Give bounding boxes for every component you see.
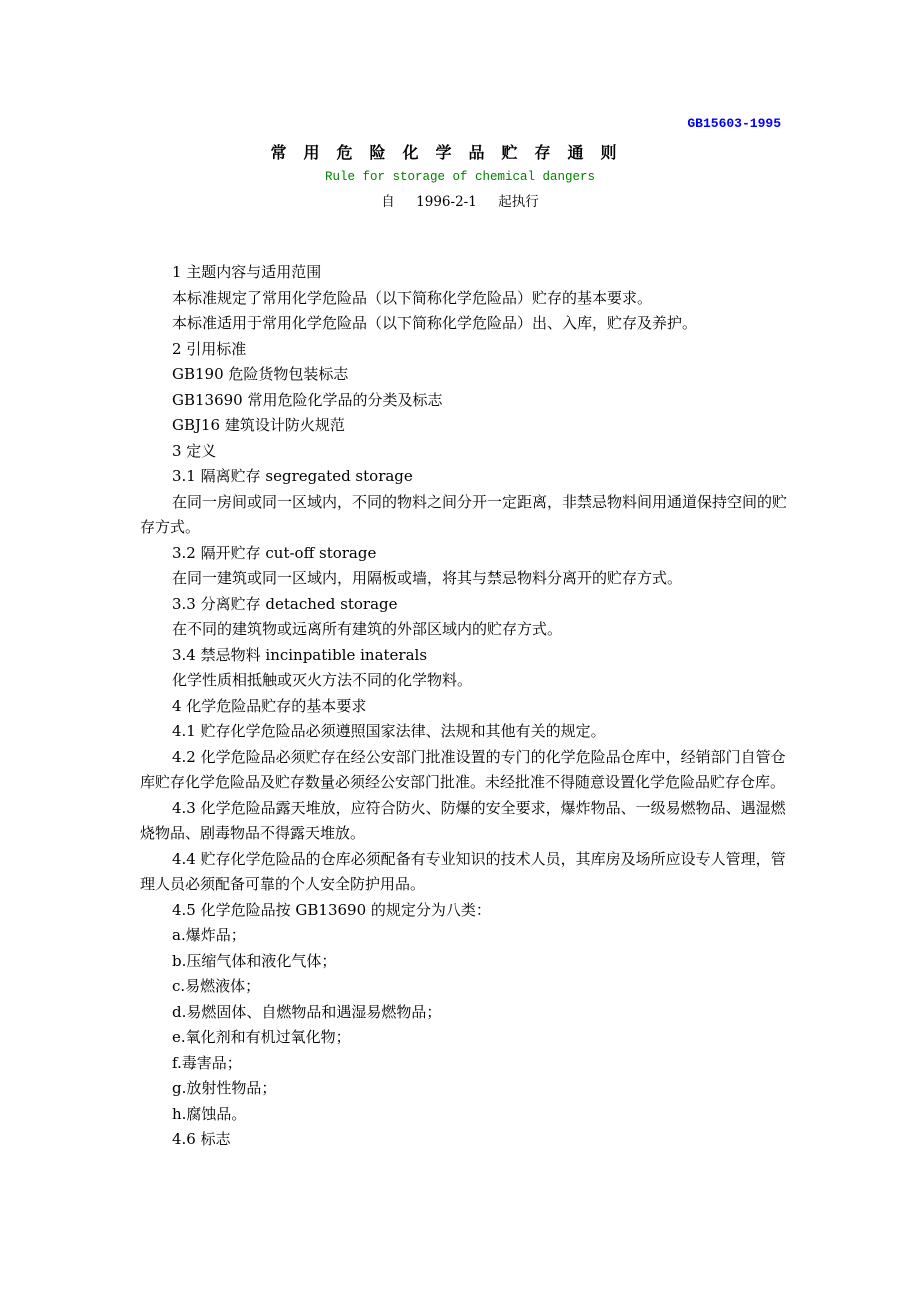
reference-item: GB13690 常用危险化学品的分类及标志 <box>172 390 443 409</box>
definition-term: 3.4 禁忌物料 incinpatible inaterals <box>172 645 428 664</box>
clause: 4.3 化学危险品露天堆放，应符合防火、防爆的安全要求，爆炸物品、一级易燃物品、遇湿燃烧物品、剧毒物品不得露天堆放。 <box>140 798 786 842</box>
definition-term: 3.3 分离贮存 detached storage <box>172 594 398 613</box>
definition-term: 3.1 隔离贮存 segregated storage <box>172 467 413 485</box>
paragraph: 在同一建筑或同一区域内，用隔板或墙，将其与禁忌物料分离开的贮存方式。 <box>172 569 683 587</box>
document-title-cn: 常用危险化学品贮存通则 <box>270 143 634 162</box>
effective-prefix: 自 <box>381 194 395 210</box>
clause: 4.1 贮存化学危险品必须遵照国家法律、法规和其他有关的规定。 <box>172 722 606 740</box>
list-item: c.易燃液体； <box>172 977 261 995</box>
list-item: g.放射性物品； <box>172 1079 277 1097</box>
definition-term: 3.2 隔开贮存 cut-off storage <box>172 543 377 562</box>
clause: 4.5 化学危险品按 GB13690 的规定分为八类： <box>172 900 491 919</box>
list-item: d.易燃固体、自燃物品和遇湿易燃物品； <box>172 1002 442 1021</box>
paragraph: 化学性质相抵触或灭火方法不同的化学物料。 <box>172 671 473 689</box>
paragraph: 本标准适用于常用化学危险品（以下简称化学危险品）出、入库，贮存及养护。 <box>172 314 698 332</box>
document-title-en: Rule for storage of chemical dangers <box>324 170 596 184</box>
list-item: f.毒害品； <box>172 1053 242 1072</box>
clause: 4.4 贮存化学危险品的仓库必须配备有专业知识的技术人员，其库房及场所应设专人管理，管理人员必须配备可靠的个人安全防护用品。 <box>140 849 786 893</box>
list-item: b.压缩气体和液化气体； <box>172 951 337 970</box>
reference-item: GBJ16 建筑设计防火规范 <box>172 416 345 434</box>
effective-date: 1996-2-1 <box>416 194 477 210</box>
section-heading: 4 化学危险品贮存的基本要求 <box>172 696 367 715</box>
section-heading: 1 主题内容与适用范围 <box>172 263 322 281</box>
paragraph: 在不同的建筑物或远离所有建筑的外部区域内的贮存方式。 <box>172 620 563 638</box>
clause: 4.6 标志 <box>172 1130 231 1148</box>
section-heading: 2 引用标准 <box>172 339 247 358</box>
standard-code: GB15603-1995 <box>687 116 781 131</box>
effective-date-line <box>0 190 920 210</box>
list-item: e.氧化剂和有机过氧化物； <box>172 1028 351 1046</box>
document-body <box>140 260 790 1153</box>
paragraph: 本标准规定了常用化学危险品（以下简称化学危险品）贮存的基本要求。 <box>172 288 653 307</box>
section-heading: 3 定义 <box>172 441 217 460</box>
paragraph: 在同一房间或同一区域内，不同的物料之间分开一定距离，非禁忌物料间用通道保持空间的贮存方式。 <box>140 492 788 536</box>
list-item: a.爆炸品； <box>172 926 246 944</box>
clause: 4.2 化学危险品必须贮存在经公安部门批准设置的专门的化学危险品仓库中，经销部门自管仓库贮存化学危险品及贮存数量必须经公安部门批准。未经批准不得随意设置化学危险品贮存仓库。 <box>140 747 786 791</box>
list-item: h.腐蚀品。 <box>172 1104 247 1123</box>
reference-item: GB190 危险货物包装标志 <box>172 365 349 383</box>
effective-suffix: 起执行 <box>498 194 539 210</box>
